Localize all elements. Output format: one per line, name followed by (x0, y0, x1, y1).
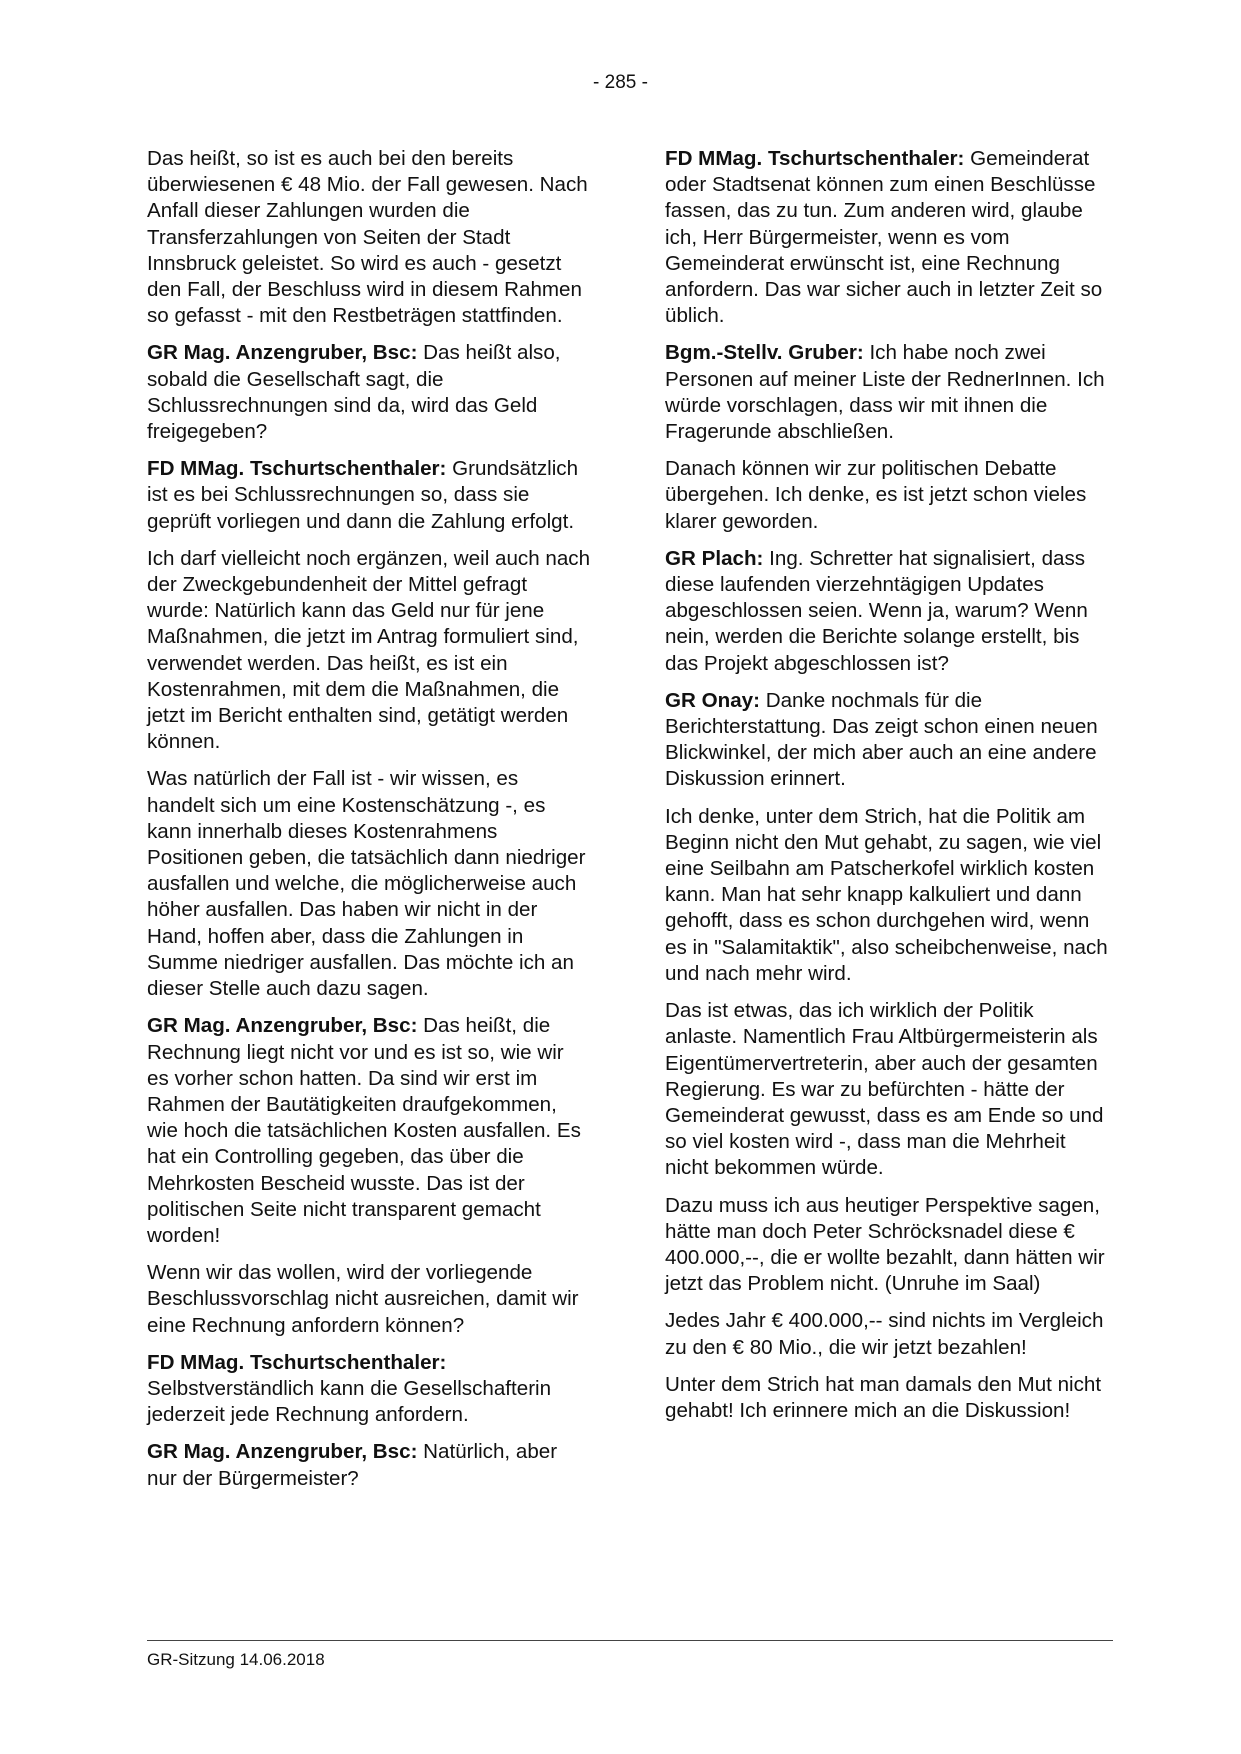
paragraph (665, 340, 1109, 445)
footer-divider (147, 1640, 1113, 1641)
paragraph-text: Das heißt also, sobald die Gesellschaft sagt, die Schlussrechnungen sind da, wird das Geld freigegeben? (147, 341, 561, 444)
paragraph (665, 998, 1109, 1181)
footer-session-date: GR-Sitzung 14.06.2018 (147, 1650, 325, 1669)
speaker-name: GR Plach: (665, 546, 764, 570)
paragraph-text: Ich habe noch zwei Personen auf meiner Liste der RednerInnen. Ich würde vorschlagen, dass wir mit ihnen die Fragerunde abschließen. (665, 341, 1105, 444)
paragraph (147, 456, 591, 535)
speaker-name: GR Mag. Anzengruber, Bsc: (147, 341, 418, 365)
paragraph-text: Das heißt, die Rechnung liegt nicht vor und es ist so, wie wir es vorher schon hatten. Da sind wir erst im Rahmen der Bautätigkeiten draufgekommen, wie hoch die tatsächlichen Kosten ausfallen. Es hat ein Controlling gegeben, das über die Mehrkosten Bescheid wusste. Das ist der politischen Seite nicht transparent gemacht worden! (147, 1014, 581, 1247)
paragraph-text: Was natürlich der Fall ist - wir wissen, es handelt sich um eine Kostenschätzung -, es kann innerhalb dieses Kostenrahmens Positionen geben, die tatsächlich dann niedriger ausfallen und welche, die möglicherweise auch höher ausfallen. Das haben wir nicht in der Hand, hoffen aber, dass die Zahlungen in Summe niedriger ausfallen. Das möchte ich an dieser Stelle auch dazu sagen. (147, 767, 586, 1001)
paragraph (665, 546, 1109, 677)
paragraph (147, 546, 591, 756)
paragraph-text: Unter dem Strich hat man damals den Mut nicht gehabt! Ich erinnere mich an die Diskussion! (665, 1372, 1102, 1422)
paragraph-text: Wenn wir das wollen, wird der vorliegende Beschlussvorschlag nicht ausreichen, damit wir eine Rechnung anfordern können? (147, 1261, 579, 1337)
paragraph (147, 1260, 591, 1339)
paragraph (147, 340, 591, 445)
speaker-name: FD MMag. Tschurtschenthaler: (147, 1350, 447, 1374)
paragraph-text: Ich denke, unter dem Strich, hat die Politik am Beginn nicht den Mut gehabt, zu sagen, wie viel eine Seilbahn am Patscherkofel wirklich kosten kann. Man hat sehr knapp kalkuliert und dann gehofft, dass es schon durchgehen wird, wenn es in "Salamitaktik", also scheibchenweise, nach und nach mehr wird. (665, 804, 1108, 985)
paragraph (665, 804, 1109, 987)
speaker-name: GR Onay: (665, 688, 760, 712)
paragraph-text: Ing. Schretter hat signalisiert, dass diese laufenden vierzehntägigen Updates abgeschlossen seien. Wenn ja, warum? Wenn nein, werden die Berichte solange erstellt, bis das Projekt abgeschlossen ist? (665, 546, 1088, 675)
paragraph (147, 1439, 591, 1491)
paragraph-text: Das ist etwas, das ich wirklich der Politik anlaste. Namentlich Frau Altbürgermeisterin als Eigentümervertreterin, aber auch der gesamten Regierung. Es war zu befürchten - hätte der Gemeinderat gewusst, dass es am Ende so und so viel kosten wird -, dass man die Mehrheit nicht bekommen würde. (665, 999, 1104, 1180)
paragraph (665, 1372, 1109, 1424)
paragraph-text: Danach können wir zur politischen Debatte übergehen. Ich denke, es ist jetzt schon vieles klarer geworden. (665, 457, 1087, 533)
paragraph-text: Danke nochmals für die Berichterstattung. Das zeigt schon einen neuen Blickwinkel, der mich aber auch an eine andere Diskussion erinnert. (665, 688, 1098, 791)
paragraph (147, 1350, 591, 1429)
speaker-name: GR Mag. Anzengruber, Bsc: (147, 1014, 418, 1038)
paragraph (147, 146, 591, 329)
speaker-name: Bgm.-Stellv. Gruber: (665, 341, 864, 365)
paragraph-text: Dazu muss ich aus heutiger Perspektive sagen, hätte man doch Peter Schröcksnadel diese € 400.000,--, die er wollte bezahlt, dann hätten wir jetzt das Problem nicht. (Unruhe im Saal) (665, 1193, 1105, 1296)
page-number: - 285 - (593, 72, 648, 93)
paragraph-text: Gemeinderat oder Stadtsenat können zum einen Beschlüsse fassen, das zu tun. Zum anderen wird, glaube ich, Herr Bürgermeister, wenn es vom Gemeinderat erwünscht ist, eine Rechnung anfordern. Das war sicher auch in letzter Zeit so üblich. (665, 147, 1103, 328)
paragraph (665, 1193, 1109, 1298)
paragraph (665, 146, 1109, 329)
speaker-name: FD MMag. Tschurtschenthaler: (147, 457, 447, 481)
paragraph (147, 766, 591, 1002)
paragraph (665, 456, 1109, 535)
paragraph (665, 688, 1109, 793)
left-column (147, 146, 591, 1503)
speaker-name: GR Mag. Anzengruber, Bsc: (147, 1440, 418, 1464)
paragraph-text: Selbstverständlich kann die Gesellschafterin jederzeit jede Rechnung anfordern. (147, 1376, 552, 1427)
paragraph (665, 1308, 1109, 1360)
paragraph-text: Grundsätzlich ist es bei Schlussrechnungen so, dass sie geprüft vorliegen und dann die Zahlung erfolgt. (147, 457, 579, 533)
paragraph-text: Natürlich, aber nur der Bürgermeister? (147, 1440, 558, 1490)
speaker-name: FD MMag. Tschurtschenthaler: (665, 147, 965, 170)
paragraph-text: Jedes Jahr € 400.000,-- sind nichts im Vergleich zu den € 80 Mio., die wir jetzt bezahlen! (665, 1309, 1104, 1359)
paragraph-text: Das heißt, so ist es auch bei den bereits überwiesenen € 48 Mio. der Fall gewesen. Nach Anfall dieser Zahlungen wurden die Transferzahlungen von Seiten der Stadt Innsbruck geleistet. So wird es auch - gesetzt den Fall, der Beschluss wird in diesem Rahmen so gefasst - mit den Restbeträgen stattfinden. (147, 147, 588, 328)
right-column (665, 146, 1109, 1435)
paragraph (147, 1013, 591, 1249)
paragraph-text: Ich darf vielleicht noch ergänzen, weil auch nach der Zweckgebundenheit der Mittel gefragt wurde: Natürlich kann das Geld nur für jene Maßnahmen, die jetzt im Antrag formuliert sind, verwendet werden. Das heißt, es ist ein Kostenrahmen, mit dem die Maßnahmen, die jetzt im Bericht enthalten sind, getätigt werden können. (147, 546, 591, 754)
